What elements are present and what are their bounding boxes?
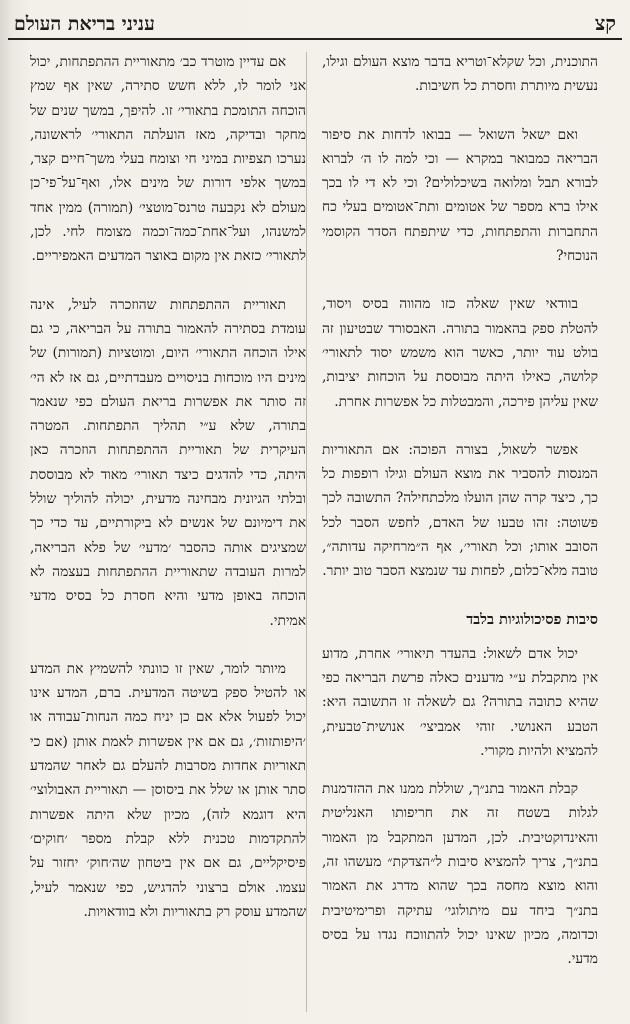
header-rule xyxy=(8,38,622,40)
paragraph: יכול אדם לשאול: בהעדר תיאורי׳ אחרת, מדוע אין מתקבלת ע״י מדענים כאלה פרשת הבריאה כפי שהיא כתובה בתורה? גם לשאלה זו התשובה היא: הטבע האנושי. זוהי אמביצי׳ אנושית־טבעית, להמציא ולהיות מקורי. xyxy=(322,645,598,759)
column-divider xyxy=(306,52,307,1012)
page-header xyxy=(14,6,616,36)
paragraph: ואם ישאל השואל — בבואו לדחות את סיפור הבריאה כמבואר במקרא — וכי למה לו ה׳ לברוא לבורא תבל ומלואה בשיכלולים? וכי לא די לו בכך אילו ברא מספר של אטומים ותת־אטומים בעלי כח התחברות והתפתחות, כדי שיתפתח הסדר הקוסמי הנוכחי? xyxy=(322,126,598,265)
paragraph: קבלת האמור בתנ״ך, שוללת ממנו את ההזדמנות לגלות בשטח זה את חריפותו האנליטית והאינדוקטיבית. לכן, המדען המתקבל מן האמור בתנ״ך, צריך להמציא סיבות ל״הצדקת״ מעשהו זה, והוא מוצא מחסה בכך שהוא מדרג את האמור בתנ״ך ביחד עם מיתולוגי׳ עתיקה ופרימיטיבית וכדומה, מכיון שאינו יכול להתווכח נגדו על בסיס מדעי. xyxy=(322,781,598,968)
paragraph: תאוריית ההתפתחות שהוזכרה לעיל, אינה עומדת בסתירה להאמור בתורה על הבריאה, כי גם אילו הוכחה התאורי׳ היום, ומוטציות (תמורות) של מינים היו מוכחות בניסויים מעבדתיים, גם אז לא הי׳ זה סותר את אפשרות בריאת העולם כפי שנאמר בתורה, שלא ע״י תהליך התפתחות. המטרה העיקרית של תאוריית ההתפתחות הוזכרה כאן היתה, כדי להדגים כיצד תאורי׳ מאוד לא מבוססת ובלתי הגיונית מבחינה מדעית, יכולה להוליך שולל את דימיונם של אנשים לא ביקורתיים, עד כדי כך שמציגים אותה כהסבר ׳מדעי׳ של פלא הבריאה, למרות העובדה שתאוריית ההתפתחות בעצמה לא הוכחה באופן מדעי והיא חסרת כל בסיס מדעי אמיתי. xyxy=(30,296,306,629)
right-column xyxy=(322,50,598,1014)
paragraph: מיותר לומר, שאין זו כוונתי להשמיץ את המדע או להטיל ספק בשיטה המדעית. ברם, המדע אינו יכול לפעול אלא אם כן יניח כמה הנחות־עבודה או ׳היפותזות׳, גם אם אין אפשרות לאמת אותן (אם כי תאוריות אחדות מסרבות להעלם גם לאחר שהמדע סתר אותן או שלל את ביסוסן — תאוריית האבולוצי׳ היא דוגמא לזה), מכיון שלא היתה אפשרות להתקדמות טכנית ללא קבלת מספר ׳חוקים׳ פיסיקליים, גם אם אין ביטחון שה׳חוק׳ יחזור על עצמו. אולם ברצוני להדגיש, כפי שנאמר לעיל, שהמדע עוסק רק בתאוריות ולא בוודאויות. xyxy=(30,660,306,920)
paragraph: התוכנית, וכל שקלא־וטריא בדבר מוצא העולם וגילו, נעשית מיותרת וחסרת כל חשיבות. xyxy=(322,54,598,95)
running-title: עניני בריאת העולם xyxy=(14,13,155,35)
paragraph: אפשר לשאול, בצורה הפוכה: אם התאוריות המנסות להסביר את מוצא העולם וגילו רופפות כל כך, כיצד קרה שהן הועלו מלכתחילה? התשובה לכך פשוטה: זהו טבעו של האדם, לחפש הסבר לכל הסובב אותו; וכל תאורי׳, אף ה״מרחיקה עדותה״, טובה מלא־כלום, לפחות עד שנמצא הסבר טוב יותר. xyxy=(322,441,598,580)
paragraph: אם עדיין מוטרד כב׳ מתאוריית ההתפתחות, יכול אני לומר לו, ללא חשש סתירה, שאין אף שמץ הוכחה התומכת בתאורי׳ זו. להיפך, במשך שנים של מחקר ובדיקה, מאז הועלתה התאורי׳ לראשונה, נערכו תצפיות במיני חי וצומח בעלי משך־חיים קצר, במשך אלפי דורות של מינים אלו, ואף־על־פי־כן מעולם לא נקבעה טרנס־מוטצי׳ (תמורה) ממין אחד למשנהו, ועל־אחת־כמה־וכמה מצומח לחי. לכן, לתאורי׳ כזאת אין מקום באוצר המדעים האמפיריים. xyxy=(30,54,306,265)
left-column xyxy=(30,50,306,1014)
page-number: קצ xyxy=(594,11,616,35)
section-heading: סיבות פסיכולוגיות בלבד xyxy=(466,610,598,628)
paragraph: בוודאי שאין שאלה כזו מהווה בסיס ויסוד, להטלת ספק בהאמור בתורה. האבסורד שבטיעון זה בולט עוד יותר, כאשר הוא משמש יסוד לתאורי׳ קלושה, כאילו היתה מבוססת על הוכחות יציבות, שאין עליהן פירכה, והמבטלות כל אפשרות אחרת. xyxy=(322,296,598,410)
